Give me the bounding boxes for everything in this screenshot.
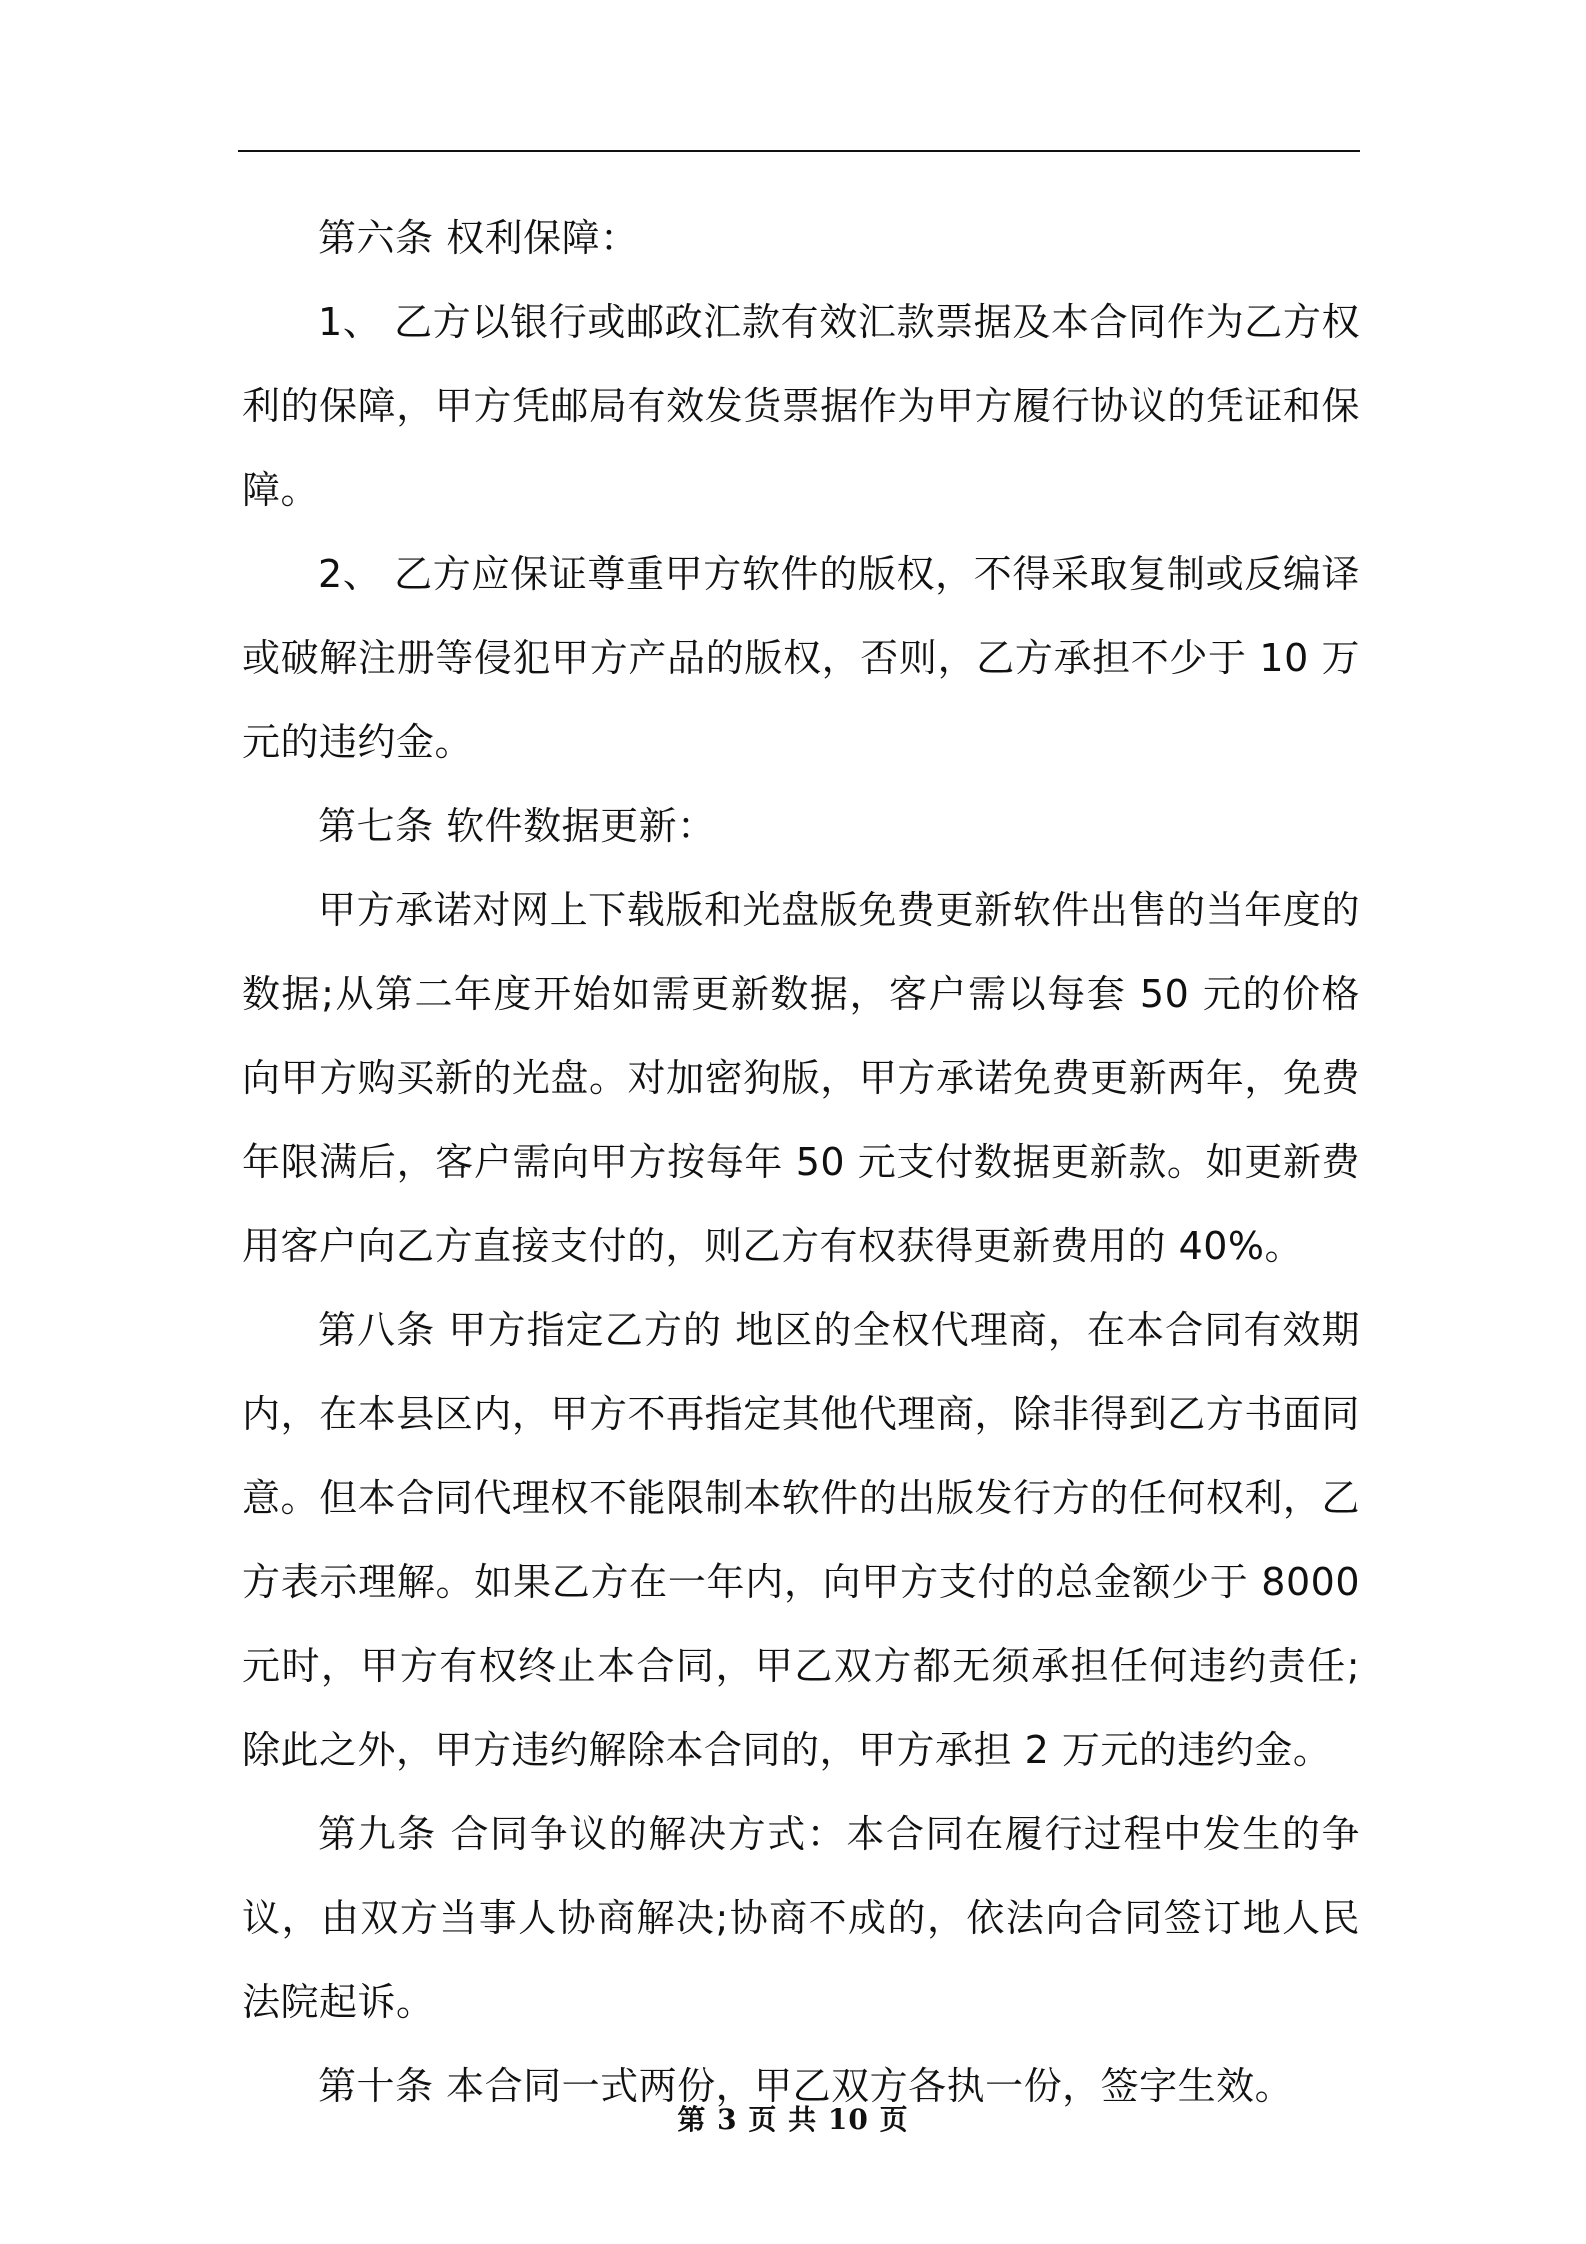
article-6-heading: 第六条 权利保障： xyxy=(318,216,639,260)
article-6-clause-2: 2、 乙方应保证尊重甲方软件的版权，不得采取复制或反编译或破解注册等侵犯甲方产品的版权，否则，乙方承担不少于 10 万元的违约金。 xyxy=(242,552,1360,764)
article-8-body: 第八条 甲方指定乙方的 地区的全权代理商，在本合同有效期内，在本县区内，甲方不再指定其他代理商，除非得到乙方书面同意。但本合同代理权不能限制本软件的出版发行方的任何权利，乙方表示理解。如果乙方在一年内，向甲方支付的总金额少于 8000 元时，甲方有权终止本合同，甲乙双方都无须承担任何违约责任;除此之外，甲方违约解除本合同的，甲方承担 2 万元的违约金。 xyxy=(242,1308,1360,1772)
article-7-heading: 第七条 软件数据更新： xyxy=(318,804,716,848)
header-rule xyxy=(238,150,1360,152)
document-body xyxy=(242,196,1360,2128)
article-6-clause-1: 1、 乙方以银行或邮政汇款有效汇款票据及本合同作为乙方权利的保障，甲方凭邮局有效发货票据作为甲方履行协议的凭证和保障。 xyxy=(242,300,1360,512)
article-9-body: 第九条 合同争议的解决方式：本合同在履行过程中发生的争议，由双方当事人协商解决;协商不成的，依法向合同签订地人民法院起诉。 xyxy=(242,1812,1360,2024)
page-number-footer: 第 3 页 共 10 页 xyxy=(677,2103,909,2136)
article-7-body: 甲方承诺对网上下载版和光盘版免费更新软件出售的当年度的数据;从第二年度开始如需更新数据，客户需以每套 50 元的价格向甲方购买新的光盘。对加密狗版，甲方承诺免费更新两年，免费年限满后，客户需向甲方按每年 50 元支付数据更新款。如更新费用客户向乙方直接支付的，则乙方有权获得更新费用的 40%。 xyxy=(242,888,1360,1268)
article-10-body: 第十条 本合同一式两份，甲乙双方各执一份，签字生效。 xyxy=(318,2064,1294,2108)
